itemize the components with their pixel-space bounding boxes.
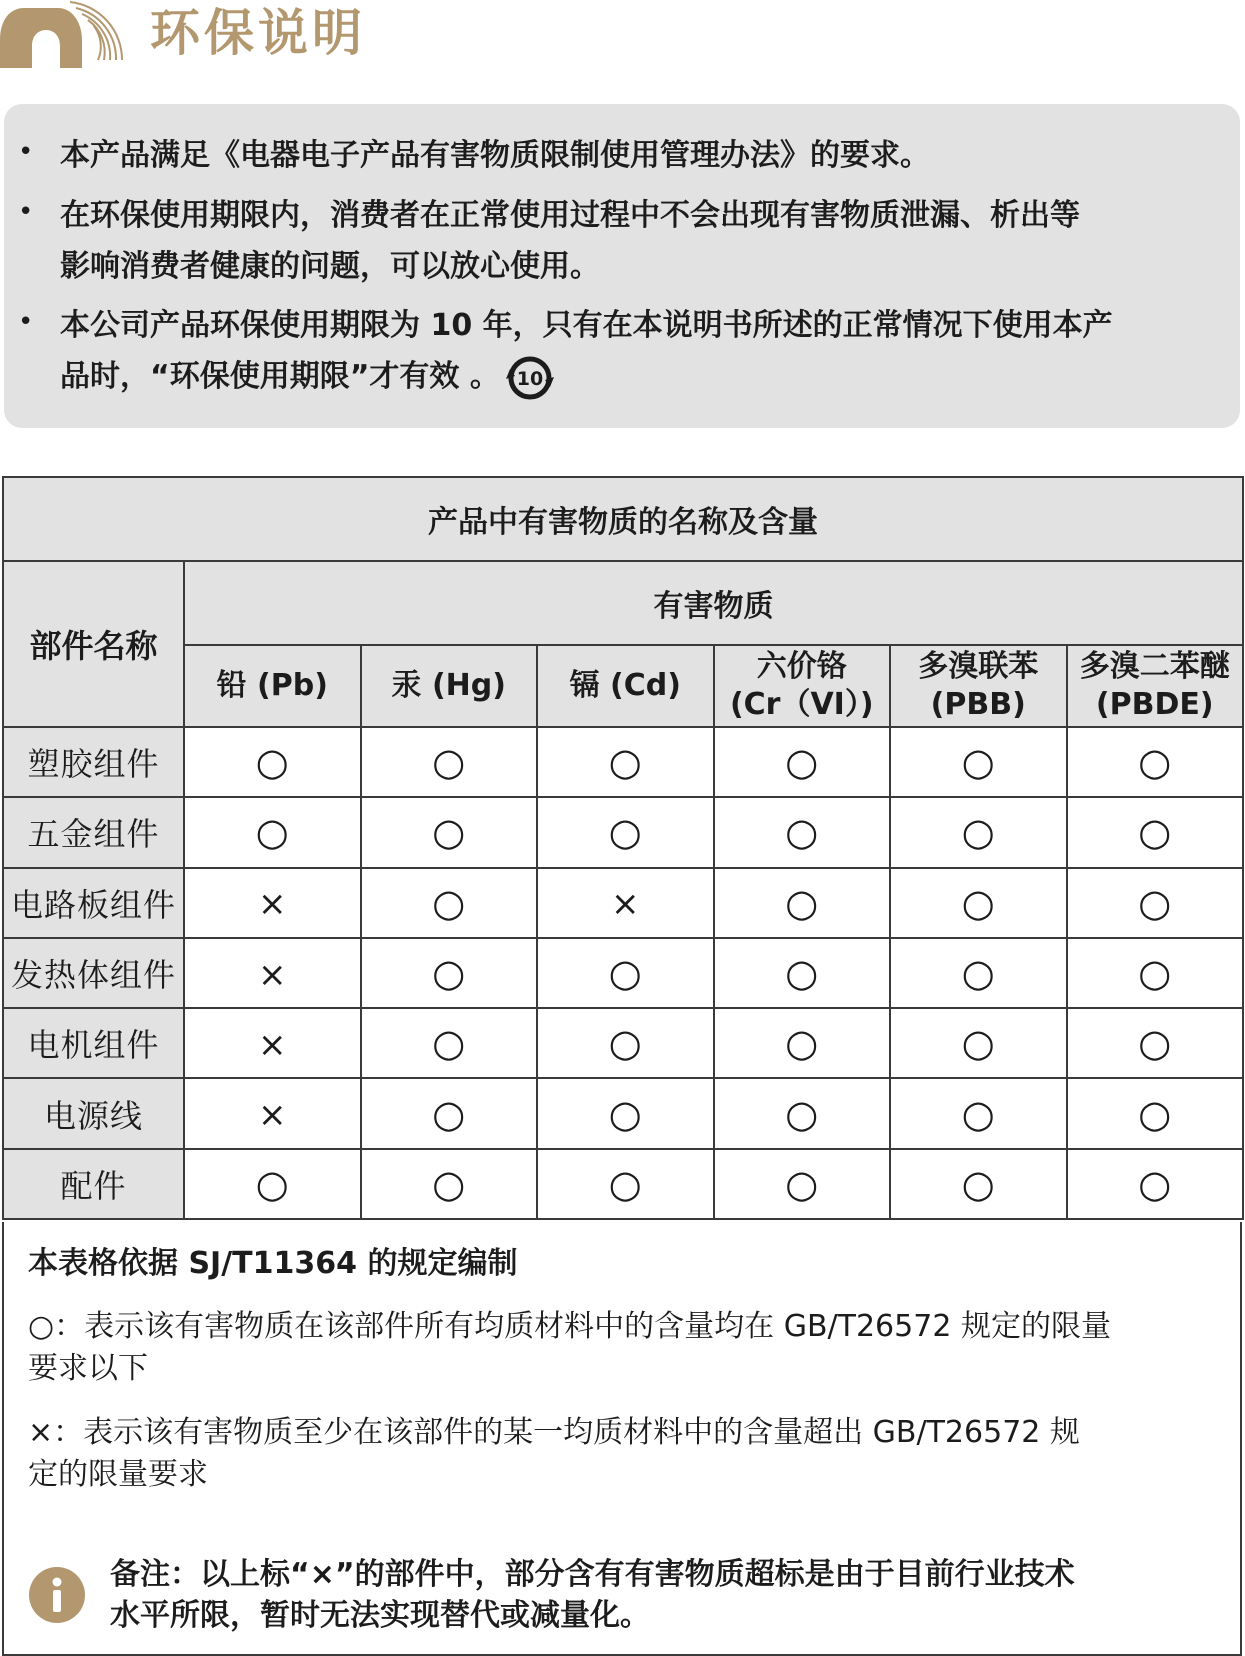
substance-header bbox=[714, 645, 891, 727]
substance-mark-cell bbox=[537, 868, 714, 938]
circle-mark: ○ bbox=[432, 880, 466, 925]
substance-mark-cell bbox=[890, 1149, 1067, 1219]
circle-mark: ○ bbox=[785, 810, 819, 855]
circle-mark: ○ bbox=[1138, 951, 1172, 996]
substance-mark-cell bbox=[184, 938, 361, 1008]
substance-line-1: 多溴联苯 bbox=[918, 649, 1039, 684]
substance-line-2: (PBB) bbox=[930, 687, 1026, 722]
cross-mark: × bbox=[611, 884, 640, 925]
substance-mark-cell bbox=[537, 1149, 714, 1219]
cross-mark: × bbox=[258, 1095, 287, 1136]
epup-10-label: 10 bbox=[516, 367, 544, 390]
substance-mark-cell bbox=[537, 1078, 714, 1148]
circle-note-line: 要求以下 bbox=[28, 1351, 148, 1386]
substance-mark-cell bbox=[1067, 938, 1244, 1008]
notice-line: 影响消费者健康的问题，可以放心使用。 bbox=[60, 249, 600, 284]
circle-mark: ○ bbox=[255, 1161, 289, 1206]
part-name-header: 部件名称 bbox=[3, 561, 184, 727]
substance-mark-cell bbox=[361, 938, 538, 1008]
substance-mark-cell bbox=[714, 727, 891, 797]
substance-mark-cell bbox=[184, 1078, 361, 1148]
notice-box bbox=[4, 104, 1240, 428]
circle-mark: ○ bbox=[432, 740, 466, 785]
substance-line-1: 六价铬 bbox=[756, 649, 847, 684]
circle-mark: ○ bbox=[785, 1091, 819, 1136]
substance-mark-cell bbox=[361, 1008, 538, 1078]
bullet-dot: • bbox=[18, 137, 34, 167]
substance-mark-cell bbox=[537, 938, 714, 1008]
substance-mark-cell bbox=[361, 1078, 538, 1148]
circle-mark: ○ bbox=[961, 1021, 995, 1066]
substance-mark-cell bbox=[890, 727, 1067, 797]
table-row bbox=[3, 1008, 1243, 1078]
substance-mark-cell bbox=[361, 1149, 538, 1219]
part-name-cell: 电机组件 bbox=[3, 1008, 184, 1078]
hazard-table-wrapper bbox=[2, 476, 1242, 1220]
substance-mark-cell bbox=[1067, 1149, 1244, 1219]
circle-mark: ○ bbox=[432, 1091, 466, 1136]
substance-mark-cell bbox=[537, 727, 714, 797]
epup-10-icon bbox=[504, 355, 556, 401]
circle-mark: ○ bbox=[785, 740, 819, 785]
circle-note bbox=[28, 1306, 1208, 1390]
circle-mark: ○ bbox=[785, 1161, 819, 1206]
circle-mark: ○ bbox=[608, 1021, 642, 1066]
notice-text bbox=[60, 190, 1210, 292]
table-row bbox=[3, 1078, 1243, 1148]
substance-mark-cell bbox=[890, 1078, 1067, 1148]
circle-mark: ○ bbox=[1138, 810, 1172, 855]
circle-mark: ○ bbox=[961, 1091, 995, 1136]
table-body bbox=[3, 727, 1243, 1219]
circle-mark: ○ bbox=[785, 880, 819, 925]
cross-mark: × bbox=[258, 1024, 287, 1065]
part-name-cell: 配件 bbox=[3, 1149, 184, 1219]
substance-mark-cell bbox=[890, 938, 1067, 1008]
bullet-dot: • bbox=[18, 197, 34, 227]
substance-mark-cell bbox=[1067, 868, 1244, 938]
table-title: 产品中有害物质的名称及含量 bbox=[3, 477, 1243, 561]
substance-mark-cell bbox=[714, 938, 891, 1008]
cross-note-line: ×：表示该有害物质至少在该部件的某一均质材料中的含量超出 GB/T26572 规 bbox=[28, 1415, 1080, 1450]
substance-mark-cell bbox=[714, 1149, 891, 1219]
notes-box bbox=[2, 1222, 1242, 1656]
substance-mark-cell bbox=[890, 868, 1067, 938]
part-name-cell: 发热体组件 bbox=[3, 938, 184, 1008]
circle-mark: ○ bbox=[255, 810, 289, 855]
circle-mark: ○ bbox=[608, 951, 642, 996]
notice-line: 本公司产品环保使用期限为 10 年，只有在本说明书所述的正常情况下使用本产 bbox=[60, 308, 1113, 343]
cross-note bbox=[28, 1412, 1208, 1496]
cross-mark: × bbox=[258, 884, 287, 925]
circle-mark: ○ bbox=[1138, 740, 1172, 785]
substance-header bbox=[1067, 645, 1244, 727]
substance-header-row bbox=[3, 645, 1243, 727]
part-name-cell: 电路板组件 bbox=[3, 868, 184, 938]
circle-mark: ○ bbox=[608, 740, 642, 785]
substance-line-2: (PBDE) bbox=[1095, 687, 1214, 722]
table-row bbox=[3, 727, 1243, 797]
hazard-substance-table bbox=[2, 476, 1244, 1220]
remark-line: 水平所限，暂时无法实现替代或减量化。 bbox=[110, 1598, 650, 1633]
substance-mark-cell bbox=[537, 797, 714, 867]
substance-mark-cell bbox=[537, 1008, 714, 1078]
table-row bbox=[3, 797, 1243, 867]
substance-mark-cell bbox=[890, 797, 1067, 867]
substance-header bbox=[537, 645, 714, 727]
substance-mark-cell bbox=[184, 797, 361, 867]
circle-mark: ○ bbox=[432, 951, 466, 996]
substance-mark-cell bbox=[361, 868, 538, 938]
circle-mark: ○ bbox=[1138, 880, 1172, 925]
substance-mark-cell bbox=[184, 1149, 361, 1219]
part-name-cell: 塑胶组件 bbox=[3, 727, 184, 797]
part-name-cell: 电源线 bbox=[3, 1078, 184, 1148]
hazard-group-header: 有害物质 bbox=[184, 561, 1243, 645]
substance-mark-cell bbox=[361, 727, 538, 797]
substance-header bbox=[890, 645, 1067, 727]
circle-mark: ○ bbox=[1138, 1091, 1172, 1136]
circle-mark: ○ bbox=[255, 740, 289, 785]
substance-mark-cell bbox=[1067, 1008, 1244, 1078]
circle-mark: ○ bbox=[432, 810, 466, 855]
bullet-dot: • bbox=[18, 307, 34, 337]
substance-mark-cell bbox=[184, 868, 361, 938]
notice-line: 品时，“环保使用期限”才有效 。 bbox=[60, 359, 500, 394]
notice-text bbox=[60, 130, 1210, 181]
notice-line: 本产品满足《电器电子产品有害物质限制使用管理办法》的要求。 bbox=[60, 138, 930, 173]
substance-header bbox=[184, 645, 361, 727]
table-row bbox=[3, 938, 1243, 1008]
brand-arc-logo-icon bbox=[0, 0, 125, 68]
circle-mark: ○ bbox=[961, 880, 995, 925]
substance-mark-cell bbox=[714, 797, 891, 867]
circle-mark: ○ bbox=[785, 951, 819, 996]
notice-line-with-icon bbox=[60, 351, 1210, 402]
notice-line: 在环保使用期限内，消费者在正常使用过程中不会出现有害物质泄漏、析出等 bbox=[60, 198, 1080, 233]
substance-mark-cell bbox=[714, 868, 891, 938]
circle-mark: ○ bbox=[432, 1161, 466, 1206]
substance-mark-cell bbox=[184, 1008, 361, 1078]
circle-mark: ○ bbox=[608, 1161, 642, 1206]
substance-line-1: 多溴二苯醚 bbox=[1079, 649, 1230, 684]
substance-mark-cell bbox=[714, 1078, 891, 1148]
substance-mark-cell bbox=[1067, 797, 1244, 867]
table-row bbox=[3, 1149, 1243, 1219]
table-row bbox=[3, 868, 1243, 938]
circle-mark: ○ bbox=[432, 1021, 466, 1066]
substance-mark-cell bbox=[890, 1008, 1067, 1078]
page-header bbox=[0, 0, 1245, 75]
substance-mark-cell bbox=[1067, 1078, 1244, 1148]
substance-line-1: 铅 (Pb) bbox=[216, 668, 328, 703]
substance-line-2: (Cr（VI）) bbox=[729, 687, 874, 722]
circle-mark: ○ bbox=[961, 951, 995, 996]
info-icon bbox=[28, 1566, 86, 1624]
circle-mark: ○ bbox=[608, 810, 642, 855]
substance-mark-cell bbox=[1067, 727, 1244, 797]
circle-mark: ○ bbox=[608, 1091, 642, 1136]
substance-line-1: 镉 (Cd) bbox=[569, 668, 681, 703]
substance-mark-cell bbox=[361, 797, 538, 867]
cross-mark: × bbox=[258, 954, 287, 995]
remark-line: 备注：以上标“×”的部件中，部分含有有害物质超标是由于目前行业技术 bbox=[110, 1557, 1075, 1592]
circle-mark: ○ bbox=[785, 1021, 819, 1066]
circle-mark: ○ bbox=[1138, 1021, 1172, 1066]
circle-note-line: ○：表示该有害物质在该部件所有均质材料中的含量均在 GB/T26572 规定的限量 bbox=[28, 1309, 1111, 1344]
page-title: 环保说明 bbox=[150, 4, 366, 62]
circle-mark: ○ bbox=[961, 740, 995, 785]
substance-mark-cell bbox=[714, 1008, 891, 1078]
remark-text bbox=[110, 1554, 1220, 1636]
cross-note-line: 定的限量要求 bbox=[28, 1457, 208, 1492]
substance-mark-cell bbox=[184, 727, 361, 797]
substance-header bbox=[361, 645, 538, 727]
notes-title: 本表格依据 SJ/T11364 的规定编制 bbox=[28, 1246, 518, 1281]
circle-mark: ○ bbox=[961, 810, 995, 855]
substance-line-1: 汞 (Hg) bbox=[391, 668, 506, 703]
circle-mark: ○ bbox=[961, 1161, 995, 1206]
part-name-cell: 五金组件 bbox=[3, 797, 184, 867]
circle-mark: ○ bbox=[1138, 1161, 1172, 1206]
notice-text bbox=[60, 300, 1210, 402]
